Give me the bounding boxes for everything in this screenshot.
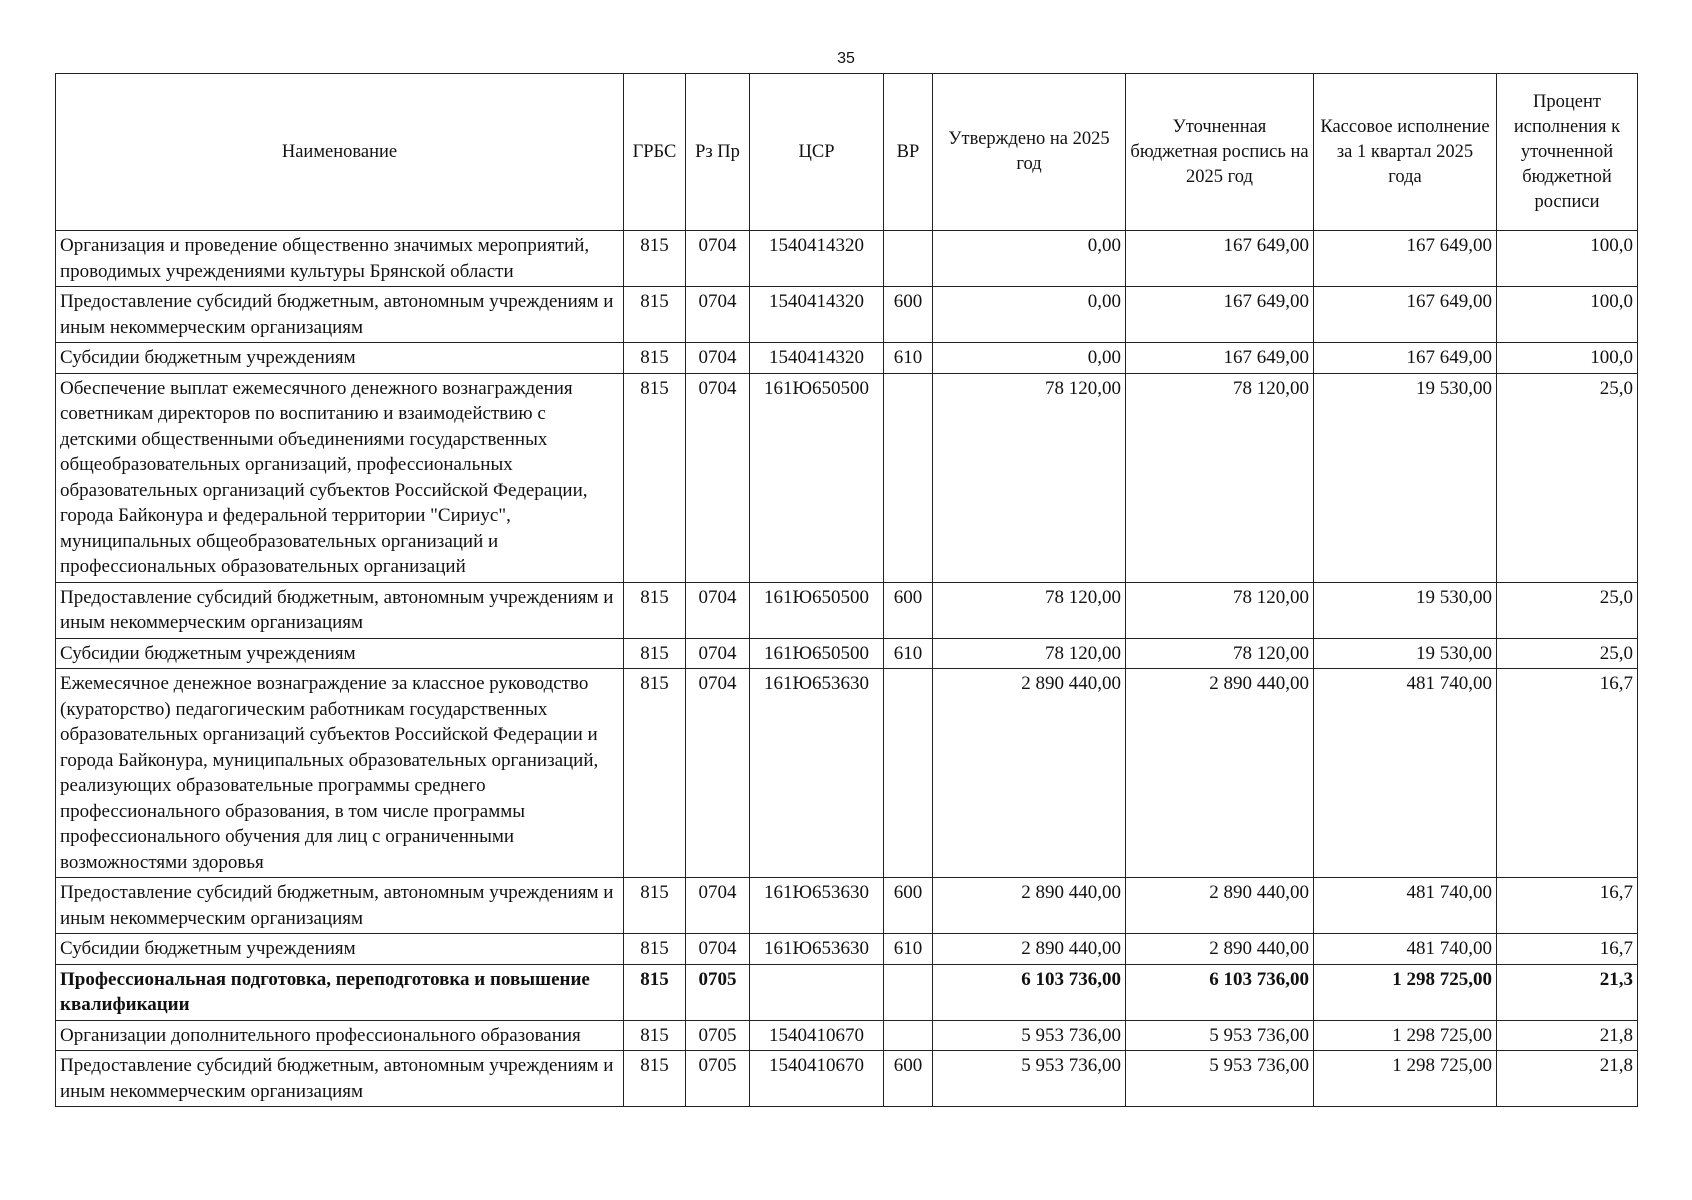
- table-body: [56, 231, 1638, 1107]
- table-row: [56, 343, 1638, 374]
- cell-approved: 78 120,00: [933, 373, 1126, 582]
- cell-name: Предоставление субсидий бюджетным, автономным учреждениям и иным некоммерческим организациям: [56, 582, 624, 638]
- cell-csr: 1540410670: [750, 1020, 884, 1051]
- cell-refined: 167 649,00: [1126, 343, 1314, 374]
- cell-grbs: 815: [624, 231, 686, 287]
- cell-refined: 2 890 440,00: [1126, 878, 1314, 934]
- cell-csr: 161Ю650500: [750, 582, 884, 638]
- cell-csr: 161Ю650500: [750, 373, 884, 582]
- cell-rzpr: 0705: [686, 1020, 750, 1051]
- cell-rzpr: 0704: [686, 638, 750, 669]
- cell-grbs: 815: [624, 343, 686, 374]
- cell-cash: 481 740,00: [1314, 878, 1497, 934]
- cell-approved: 2 890 440,00: [933, 934, 1126, 965]
- cell-grbs: 815: [624, 934, 686, 965]
- header-cash: Кассовое исполнение за 1 квартал 2025 года: [1314, 74, 1497, 231]
- header-refined: Уточненная бюджетная роспись на 2025 год: [1126, 74, 1314, 231]
- table-row: [56, 287, 1638, 343]
- cell-rzpr: 0704: [686, 878, 750, 934]
- cell-rzpr: 0705: [686, 1051, 750, 1107]
- cell-refined: 2 890 440,00: [1126, 669, 1314, 878]
- header-vr: ВР: [884, 74, 933, 231]
- header-csr: ЦСР: [750, 74, 884, 231]
- cell-vr: [884, 669, 933, 878]
- cell-grbs: 815: [624, 287, 686, 343]
- cell-vr: 600: [884, 1051, 933, 1107]
- cell-refined: 2 890 440,00: [1126, 934, 1314, 965]
- cell-percent: 16,7: [1497, 934, 1638, 965]
- cell-percent: 21,8: [1497, 1051, 1638, 1107]
- cell-name: Субсидии бюджетным учреждениям: [56, 638, 624, 669]
- table-row: [56, 638, 1638, 669]
- cell-name: Организации дополнительного профессионального образования: [56, 1020, 624, 1051]
- cell-name: Предоставление субсидий бюджетным, автономным учреждениям и иным некоммерческим организациям: [56, 287, 624, 343]
- cell-refined: 78 120,00: [1126, 638, 1314, 669]
- cell-csr: [750, 964, 884, 1020]
- cell-vr: [884, 1020, 933, 1051]
- cell-name: Ежемесячное денежное вознаграждение за классное руководство (кураторство) педагогическим работникам государственных образовательных организаций субъектов Российской Федерации и города Байконура, муниципальных образовательных организаций, реализующих образовательные программы среднего профессионального образования, в том числе программы профессионального обучения для лиц с ограниченными возможностями здоровья: [56, 669, 624, 878]
- cell-approved: 2 890 440,00: [933, 878, 1126, 934]
- cell-rzpr: 0704: [686, 231, 750, 287]
- cell-cash: 481 740,00: [1314, 669, 1497, 878]
- header-percent: Процент исполнения к уточненной бюджетной росписи: [1497, 74, 1638, 231]
- cell-percent: 100,0: [1497, 231, 1638, 287]
- cell-grbs: 815: [624, 669, 686, 878]
- cell-rzpr: 0704: [686, 373, 750, 582]
- table-row: [56, 878, 1638, 934]
- cell-name: Предоставление субсидий бюджетным, автономным учреждениям и иным некоммерческим организациям: [56, 1051, 624, 1107]
- cell-cash: 1 298 725,00: [1314, 964, 1497, 1020]
- cell-cash: 19 530,00: [1314, 582, 1497, 638]
- cell-cash: 19 530,00: [1314, 373, 1497, 582]
- cell-approved: 2 890 440,00: [933, 669, 1126, 878]
- cell-csr: 1540410670: [750, 1051, 884, 1107]
- cell-refined: 5 953 736,00: [1126, 1020, 1314, 1051]
- cell-grbs: 815: [624, 638, 686, 669]
- cell-vr: 600: [884, 582, 933, 638]
- cell-csr: 161Ю653630: [750, 669, 884, 878]
- cell-percent: 100,0: [1497, 343, 1638, 374]
- cell-grbs: 815: [624, 582, 686, 638]
- cell-rzpr: 0704: [686, 582, 750, 638]
- cell-csr: 161Ю653630: [750, 934, 884, 965]
- cell-percent: 25,0: [1497, 373, 1638, 582]
- table-header-row: [56, 74, 1638, 231]
- table-row: [56, 231, 1638, 287]
- table-row: [56, 582, 1638, 638]
- header-name: Наименование: [56, 74, 624, 231]
- table-row: [56, 1051, 1638, 1107]
- cell-cash: 1 298 725,00: [1314, 1020, 1497, 1051]
- cell-grbs: 815: [624, 1020, 686, 1051]
- budget-execution-table: [55, 73, 1638, 1107]
- cell-vr: [884, 373, 933, 582]
- cell-percent: 21,8: [1497, 1020, 1638, 1051]
- cell-percent: 100,0: [1497, 287, 1638, 343]
- cell-percent: 16,7: [1497, 669, 1638, 878]
- cell-refined: 5 953 736,00: [1126, 1051, 1314, 1107]
- table-row: [56, 934, 1638, 965]
- cell-csr: 161Ю650500: [750, 638, 884, 669]
- cell-name: Профессиональная подготовка, переподготовка и повышение квалификации: [56, 964, 624, 1020]
- cell-grbs: 815: [624, 373, 686, 582]
- cell-refined: 78 120,00: [1126, 582, 1314, 638]
- cell-refined: 78 120,00: [1126, 373, 1314, 582]
- cell-name: Субсидии бюджетным учреждениям: [56, 343, 624, 374]
- cell-refined: 6 103 736,00: [1126, 964, 1314, 1020]
- cell-cash: 167 649,00: [1314, 287, 1497, 343]
- table-row: [56, 1020, 1638, 1051]
- cell-approved: 5 953 736,00: [933, 1020, 1126, 1051]
- cell-cash: 167 649,00: [1314, 231, 1497, 287]
- cell-name: Субсидии бюджетным учреждениям: [56, 934, 624, 965]
- cell-vr: 610: [884, 934, 933, 965]
- cell-grbs: 815: [624, 1051, 686, 1107]
- cell-approved: 78 120,00: [933, 582, 1126, 638]
- cell-vr: 610: [884, 343, 933, 374]
- cell-name: Организация и проведение общественно значимых мероприятий, проводимых учреждениями культуры Брянской области: [56, 231, 624, 287]
- cell-csr: 1540414320: [750, 287, 884, 343]
- cell-vr: [884, 231, 933, 287]
- cell-csr: 1540414320: [750, 231, 884, 287]
- cell-grbs: 815: [624, 964, 686, 1020]
- cell-rzpr: 0704: [686, 669, 750, 878]
- cell-cash: 167 649,00: [1314, 343, 1497, 374]
- table-row: [56, 964, 1638, 1020]
- table-row: [56, 669, 1638, 878]
- cell-vr: [884, 964, 933, 1020]
- header-approved: Утверждено на 2025 год: [933, 74, 1126, 231]
- cell-cash: 19 530,00: [1314, 638, 1497, 669]
- cell-percent: 25,0: [1497, 582, 1638, 638]
- cell-rzpr: 0704: [686, 287, 750, 343]
- cell-approved: 0,00: [933, 231, 1126, 287]
- cell-name: Обеспечение выплат ежемесячного денежного вознаграждения советникам директоров по воспитанию и взаимодействию с детскими общественными объединениями государственных общеобразовательных организаций, профессиональных образовательных организаций субъектов Российской Федерации, города Байконура и федеральной территории "Сириус", муниципальных общеобразовательных организаций и профессиональных образовательных организаций: [56, 373, 624, 582]
- header-rzpr: Рз Пр: [686, 74, 750, 231]
- cell-name: Предоставление субсидий бюджетным, автономным учреждениям и иным некоммерческим организациям: [56, 878, 624, 934]
- cell-approved: 0,00: [933, 287, 1126, 343]
- cell-approved: 6 103 736,00: [933, 964, 1126, 1020]
- page-number: 35: [837, 50, 855, 67]
- cell-csr: 161Ю653630: [750, 878, 884, 934]
- cell-csr: 1540414320: [750, 343, 884, 374]
- cell-vr: 600: [884, 878, 933, 934]
- cell-grbs: 815: [624, 878, 686, 934]
- cell-cash: 481 740,00: [1314, 934, 1497, 965]
- cell-approved: 5 953 736,00: [933, 1051, 1126, 1107]
- cell-rzpr: 0705: [686, 964, 750, 1020]
- cell-refined: 167 649,00: [1126, 287, 1314, 343]
- cell-rzpr: 0704: [686, 934, 750, 965]
- cell-cash: 1 298 725,00: [1314, 1051, 1497, 1107]
- cell-percent: 25,0: [1497, 638, 1638, 669]
- cell-percent: 21,3: [1497, 964, 1638, 1020]
- table-row: [56, 373, 1638, 582]
- cell-vr: 610: [884, 638, 933, 669]
- cell-rzpr: 0704: [686, 343, 750, 374]
- cell-approved: 78 120,00: [933, 638, 1126, 669]
- cell-vr: 600: [884, 287, 933, 343]
- cell-approved: 0,00: [933, 343, 1126, 374]
- header-grbs: ГРБС: [624, 74, 686, 231]
- cell-percent: 16,7: [1497, 878, 1638, 934]
- cell-refined: 167 649,00: [1126, 231, 1314, 287]
